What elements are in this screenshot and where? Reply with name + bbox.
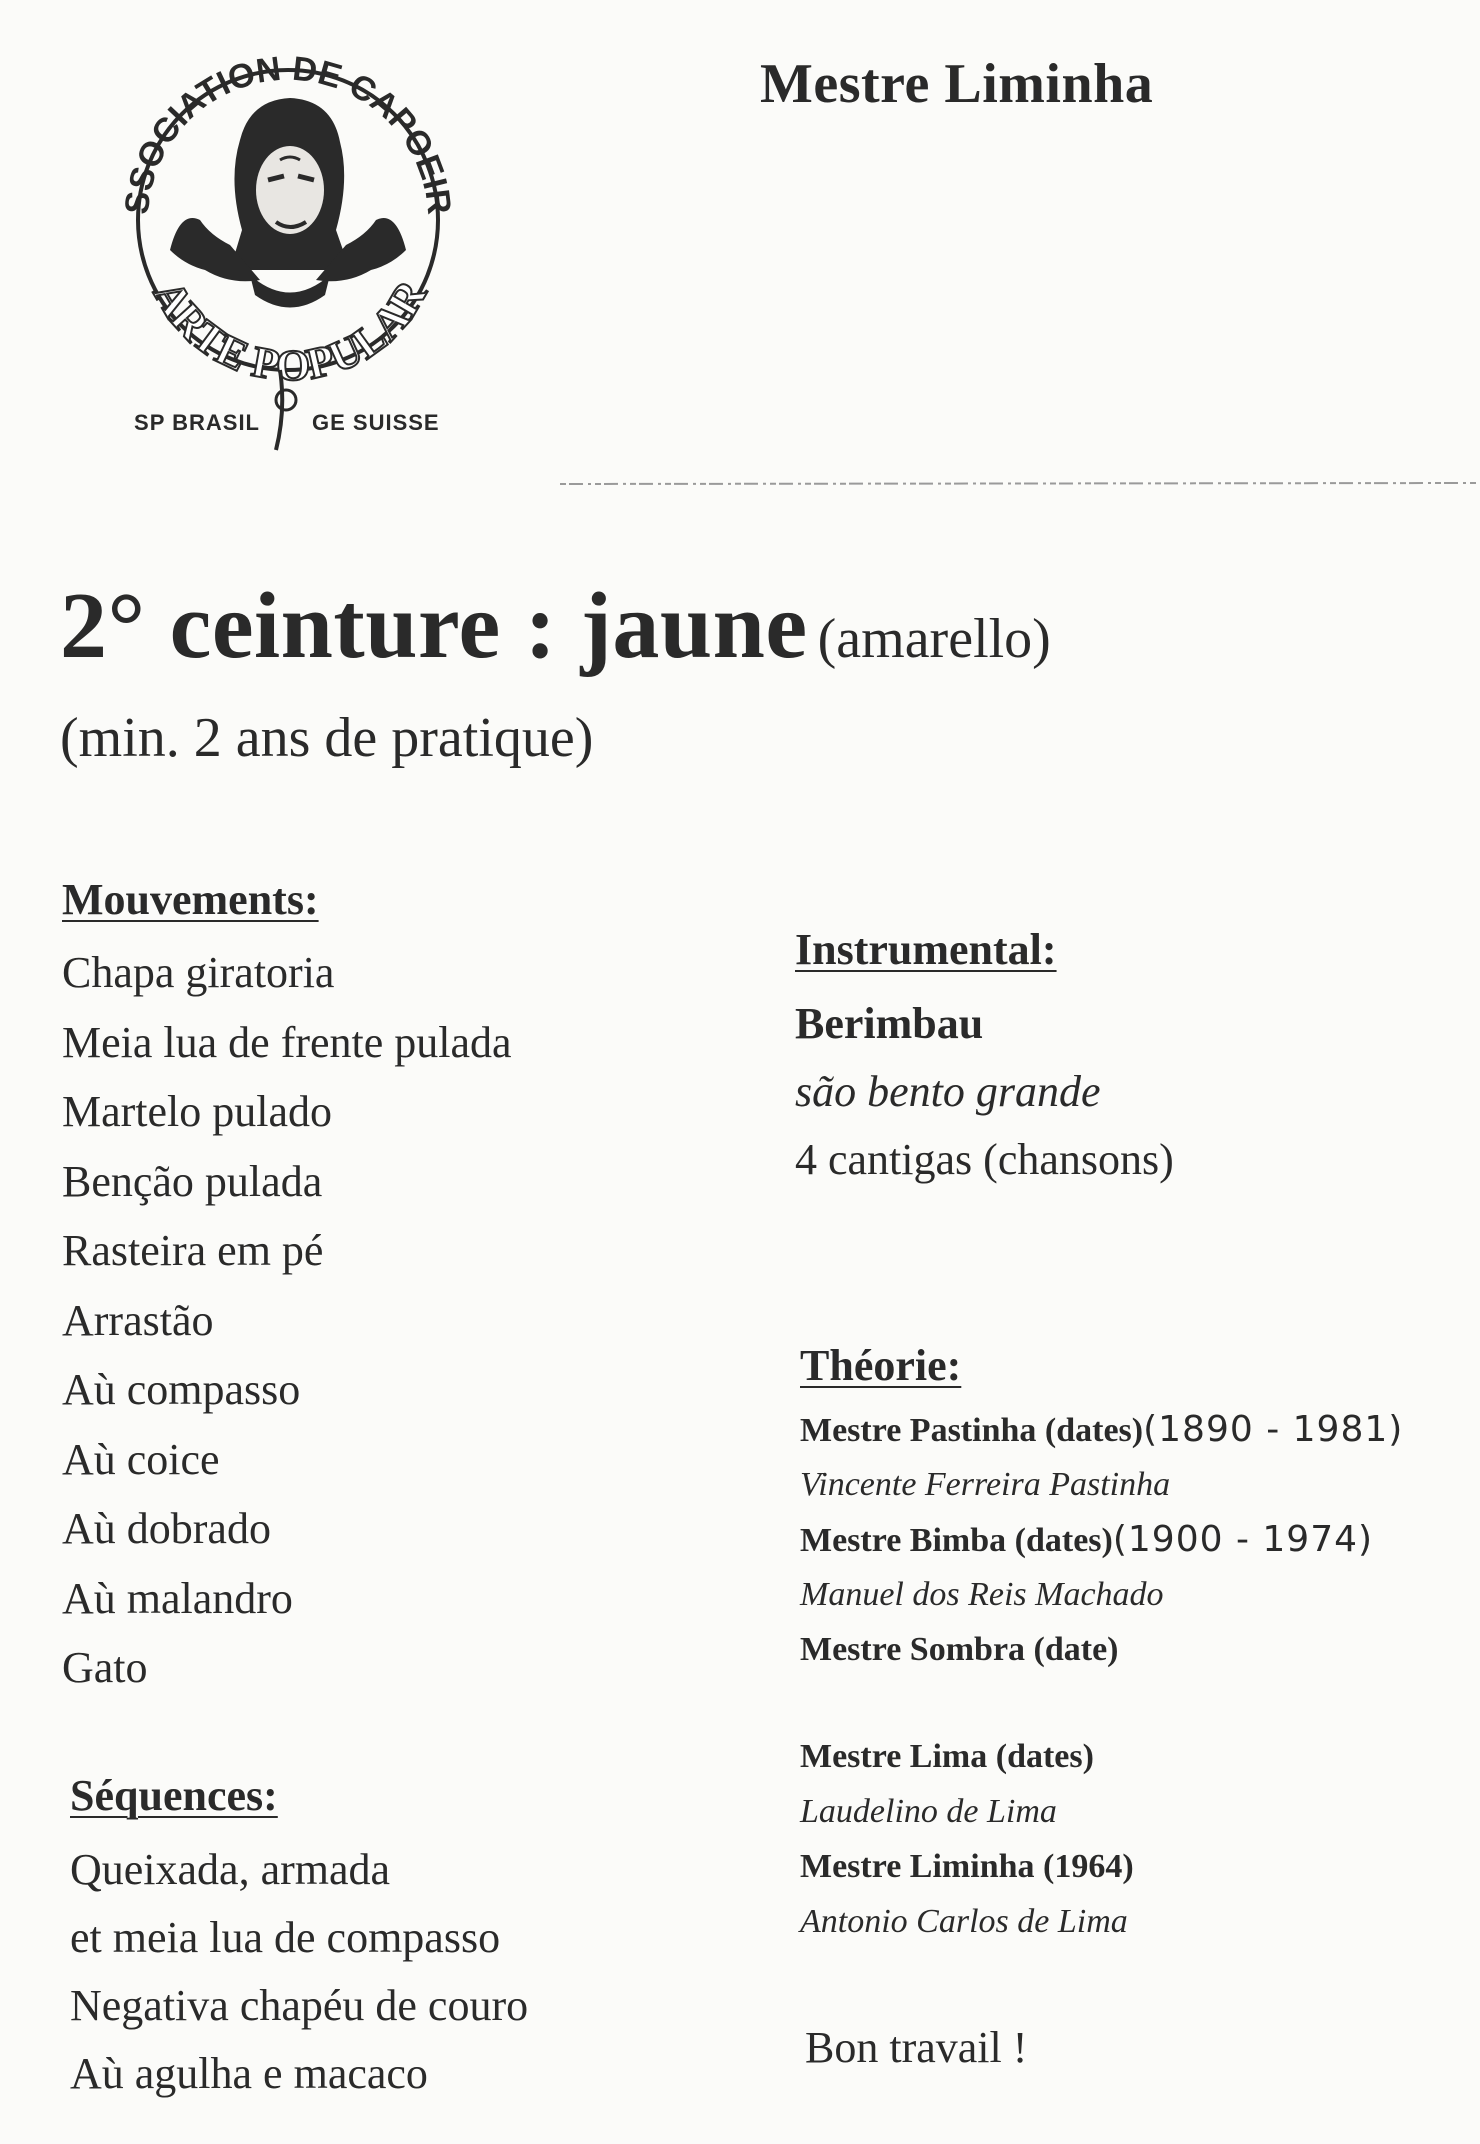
theorie-section bbox=[800, 1336, 1403, 1949]
svg-text:ASSOCIATION DE CAPOEIRA: SSOCIATION DE CAPOEIR bbox=[117, 49, 459, 217]
requirement-text: (min. 2 ans de pratique) bbox=[60, 707, 594, 769]
songs-count: 4 cantigas (chansons) bbox=[795, 1135, 1174, 1184]
instrumental-heading: Instrumental: bbox=[795, 925, 1057, 974]
list-item: Aù compasso bbox=[62, 1365, 301, 1414]
association-logo bbox=[100, 30, 480, 460]
list-item: Martelo pulado bbox=[62, 1087, 333, 1136]
closing-text: Bon travail ! bbox=[805, 2023, 1028, 2072]
capoeirista-portrait-icon bbox=[100, 30, 480, 460]
rhythm-name: são bento grande bbox=[795, 1067, 1101, 1116]
list-item: Arrastão bbox=[62, 1295, 214, 1345]
list-item: Aù dobrado bbox=[62, 1504, 271, 1553]
svg-text:ARTE POPULAR: ARTE POPULAR bbox=[143, 272, 437, 391]
master-name: Mestre Liminha (1964) bbox=[800, 1848, 1134, 1885]
belt-title: 2° ceinture : jaune bbox=[60, 574, 808, 678]
list-item: Benção pulada bbox=[62, 1156, 323, 1206]
belt-translation: (amarello) bbox=[817, 608, 1051, 670]
list-item: Aù malandro bbox=[62, 1573, 293, 1623]
master-name: Mestre Sombra (date) bbox=[800, 1631, 1119, 1668]
page-title bbox=[60, 572, 1051, 680]
theorie-entry-name bbox=[800, 1512, 1403, 1567]
sequences-section bbox=[70, 1764, 528, 2108]
svg-text:SP BRASIL: SP BRASIL bbox=[134, 410, 260, 435]
list-item: Rasteira em pé bbox=[62, 1226, 324, 1275]
list-item: Meia lua de frente pulada bbox=[62, 1017, 512, 1067]
list-item: Negativa chapéu de couro bbox=[70, 1981, 529, 2030]
header-name: Mestre Liminha bbox=[760, 53, 1154, 115]
master-full-name: Antonio Carlos de Lima bbox=[800, 1903, 1128, 1940]
svg-text:GE SUISSE: GE SUISSE bbox=[312, 410, 440, 435]
handwritten-dates: (1890 - 1981) bbox=[1143, 1409, 1404, 1450]
master-full-name: Manuel dos Reis Machado bbox=[800, 1576, 1164, 1613]
handwritten-dates: (1900 - 1974) bbox=[1112, 1519, 1374, 1560]
list-item: Aù coice bbox=[62, 1434, 220, 1484]
mouvements-heading: Mouvements: bbox=[62, 875, 319, 924]
instrument-name: Berimbau bbox=[795, 999, 984, 1048]
list-item: et meia lua de compasso bbox=[70, 1913, 501, 1962]
sequences-heading: Séquences: bbox=[70, 1771, 278, 1820]
master-name: Mestre Lima (dates) bbox=[800, 1738, 1094, 1775]
list-item: Chapa giratoria bbox=[62, 948, 335, 997]
theorie-entry-name bbox=[800, 1402, 1403, 1457]
list-item: Gato bbox=[62, 1643, 148, 1692]
master-name: Mestre Bimba (dates) bbox=[800, 1522, 1113, 1559]
instrumental-section bbox=[795, 920, 1174, 1194]
list-item: Aù agulha e macaco bbox=[70, 2049, 428, 2098]
theorie-heading: Théorie: bbox=[800, 1341, 962, 1390]
master-full-name: Laudelino de Lima bbox=[800, 1793, 1057, 1830]
list-item: Queixada, armada bbox=[70, 1845, 391, 1894]
master-full-name: Vincente Ferreira Pastinha bbox=[800, 1466, 1171, 1503]
master-name: Mestre Pastinha (dates) bbox=[800, 1412, 1144, 1449]
scan-artifact-line bbox=[560, 478, 1478, 490]
mouvements-section bbox=[62, 868, 512, 1703]
